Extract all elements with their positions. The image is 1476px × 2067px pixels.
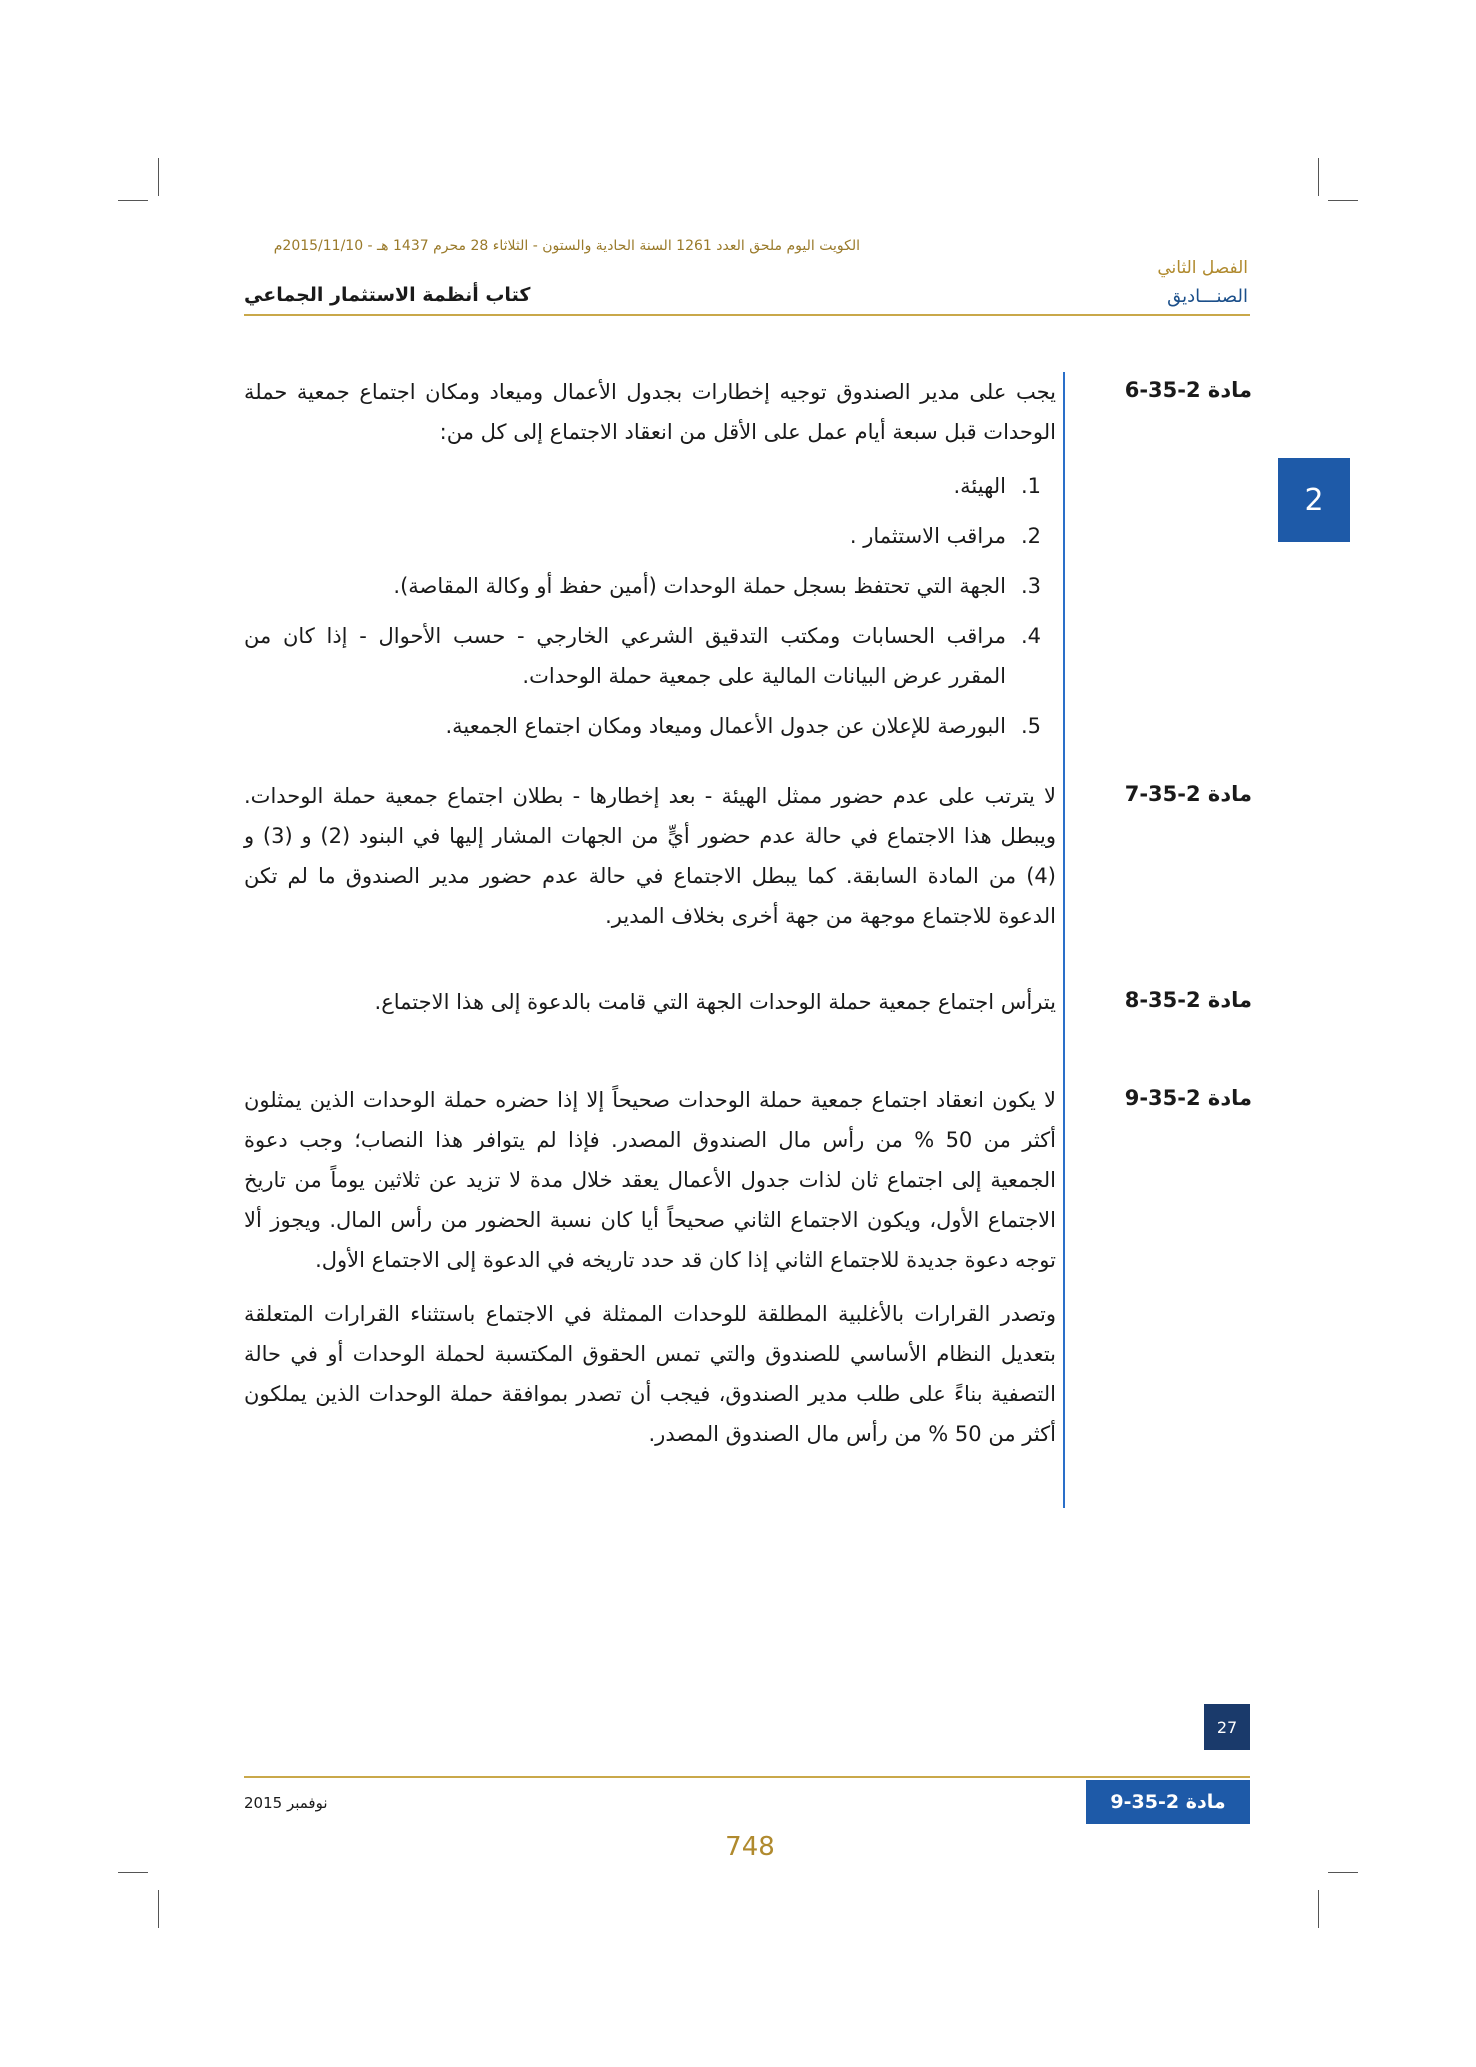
book-title: كتاب أنظمة الاستثمار الجماعي	[244, 284, 531, 306]
list-text: البورصة للإعلان عن جدول الأعمال وميعاد ومكان اجتماع الجمعية.	[445, 714, 1006, 738]
list-item	[244, 566, 1056, 606]
footer-divider	[244, 1776, 1250, 1778]
header-divider	[244, 314, 1250, 316]
list-item	[244, 616, 1056, 696]
list-number: 4.	[1020, 624, 1042, 648]
list-number: 1.	[1020, 474, 1042, 498]
article-paragraph: يترأس اجتماع جمعية حملة الوحدات الجهة التي قامت بالدعوة إلى هذا الاجتماع.	[374, 990, 1056, 1014]
list-text: مراقب الحسابات ومكتب التدقيق الشرعي الخارجي - حسب الأحوال - إذا كان من المقرر عرض البيانات المالية على جمعية حملة الوحدات.	[244, 624, 1006, 688]
crop-mark	[1318, 1890, 1319, 1928]
article-body	[244, 1080, 1056, 1468]
article-body	[244, 776, 1056, 950]
article-label: مادة 2-35-7	[1124, 782, 1252, 806]
article-list	[244, 466, 1056, 746]
crop-mark	[118, 200, 148, 201]
article-label: مادة 2-35-8	[1124, 988, 1252, 1012]
list-number: 3.	[1020, 574, 1042, 598]
article-paragraph: لا يكون انعقاد اجتماع جمعية حملة الوحدات صحيحاً إلا إذا حضره حملة الوحدات الذين يمثلون أكثر من 50 % من رأس مال الصندوق المصدر. فإذا لم يتوافر هذا النصاب؛ وجب دعوة الجمعية إلى اجتماع ثان لذات جدول الأعمال يعقد خلال مدة لا تزيد عن ثلاثين يوماً من تاريخ الاجتماع الأول، ويكون الاجتماع الثاني صحيحاً أيا كان نسبة الحضور من رأس المال. ويجوز ألا توجه دعوة جديدة للاجتماع الثاني إذا كان قد حدد تاريخه في الدعوة إلى الاجتماع الأول.	[244, 1088, 1057, 1272]
list-item	[244, 466, 1056, 506]
list-text: مراقب الاستثمار .	[849, 524, 1006, 548]
content-divider	[1063, 372, 1065, 1508]
crop-mark	[158, 1890, 159, 1928]
article-paragraph: لا يترتب على عدم حضور ممثل الهيئة - بعد إخطارها - بطلان اجتماع جمعية حملة الوحدات. ويبطل هذا الاجتماع في حالة عدم حضور أيٍّ من الجهات المشار إليها في البنود (2) و (3) و (4) من المادة السابقة. كما يبطل الاجتماع في حالة عدم حضور مدير الصندوق ما لم تكن الدعوة للاجتماع موجهة من جهة أخرى بخلاف المدير.	[244, 784, 1056, 928]
section-title: الصنـــاديق	[1167, 286, 1248, 307]
article-body	[244, 372, 1056, 756]
list-number: 2.	[1020, 524, 1042, 548]
crop-mark	[158, 158, 159, 196]
list-text: الهيئة.	[953, 474, 1006, 498]
crop-mark	[1328, 1872, 1358, 1873]
list-text: الجهة التي تحتفظ بسجل حملة الوحدات (أمين حفظ أو وكالة المقاصة).	[393, 574, 1006, 598]
article-body	[244, 982, 1056, 1036]
list-item	[244, 516, 1056, 556]
page-number: 748	[725, 1832, 775, 1862]
article-paragraph: وتصدر القرارات بالأغلبية المطلقة للوحدات الممثلة في الاجتماع باستثناء القرارات المتعلقة بتعديل النظام الأساسي للصندوق والتي تمس الحقوق المكتسبة لحملة الوحدات أو في حالة التصفية بناءً على طلب مدير الصندوق، فيجب أن تصدر بموافقة حملة الوحدات الذين يملكون أكثر من 50 % من رأس مال الصندوق المصدر.	[244, 1302, 1056, 1446]
chapter-title: الفصل الثاني	[1157, 258, 1248, 278]
article-label: مادة 2-35-9	[1124, 1086, 1252, 1110]
footer-article-ref: مادة 2-35-9	[1086, 1780, 1250, 1824]
article-label: مادة 2-35-6	[1124, 378, 1252, 402]
chapter-tab: 2	[1278, 458, 1350, 542]
crop-mark	[1318, 158, 1319, 196]
list-item	[244, 706, 1056, 746]
article-paragraph: يجب على مدير الصندوق توجيه إخطارات بجدول الأعمال وميعاد ومكان اجتماع جمعية حملة الوحدات قبل سبعة أيام عمل على الأقل من انعقاد الاجتماع إلى كل من:	[244, 380, 1056, 444]
gazette-line: الكويت اليوم ملحق العدد 1261 السنة الحادية والستون - الثلاثاء 28 محرم 1437 هـ - 2015/11/10م	[273, 238, 860, 254]
list-number: 5.	[1020, 714, 1042, 738]
crop-mark	[118, 1872, 148, 1873]
page-box: 27	[1204, 1704, 1250, 1750]
footer-date: نوفمبر 2015	[244, 1794, 328, 1812]
crop-mark	[1328, 200, 1358, 201]
